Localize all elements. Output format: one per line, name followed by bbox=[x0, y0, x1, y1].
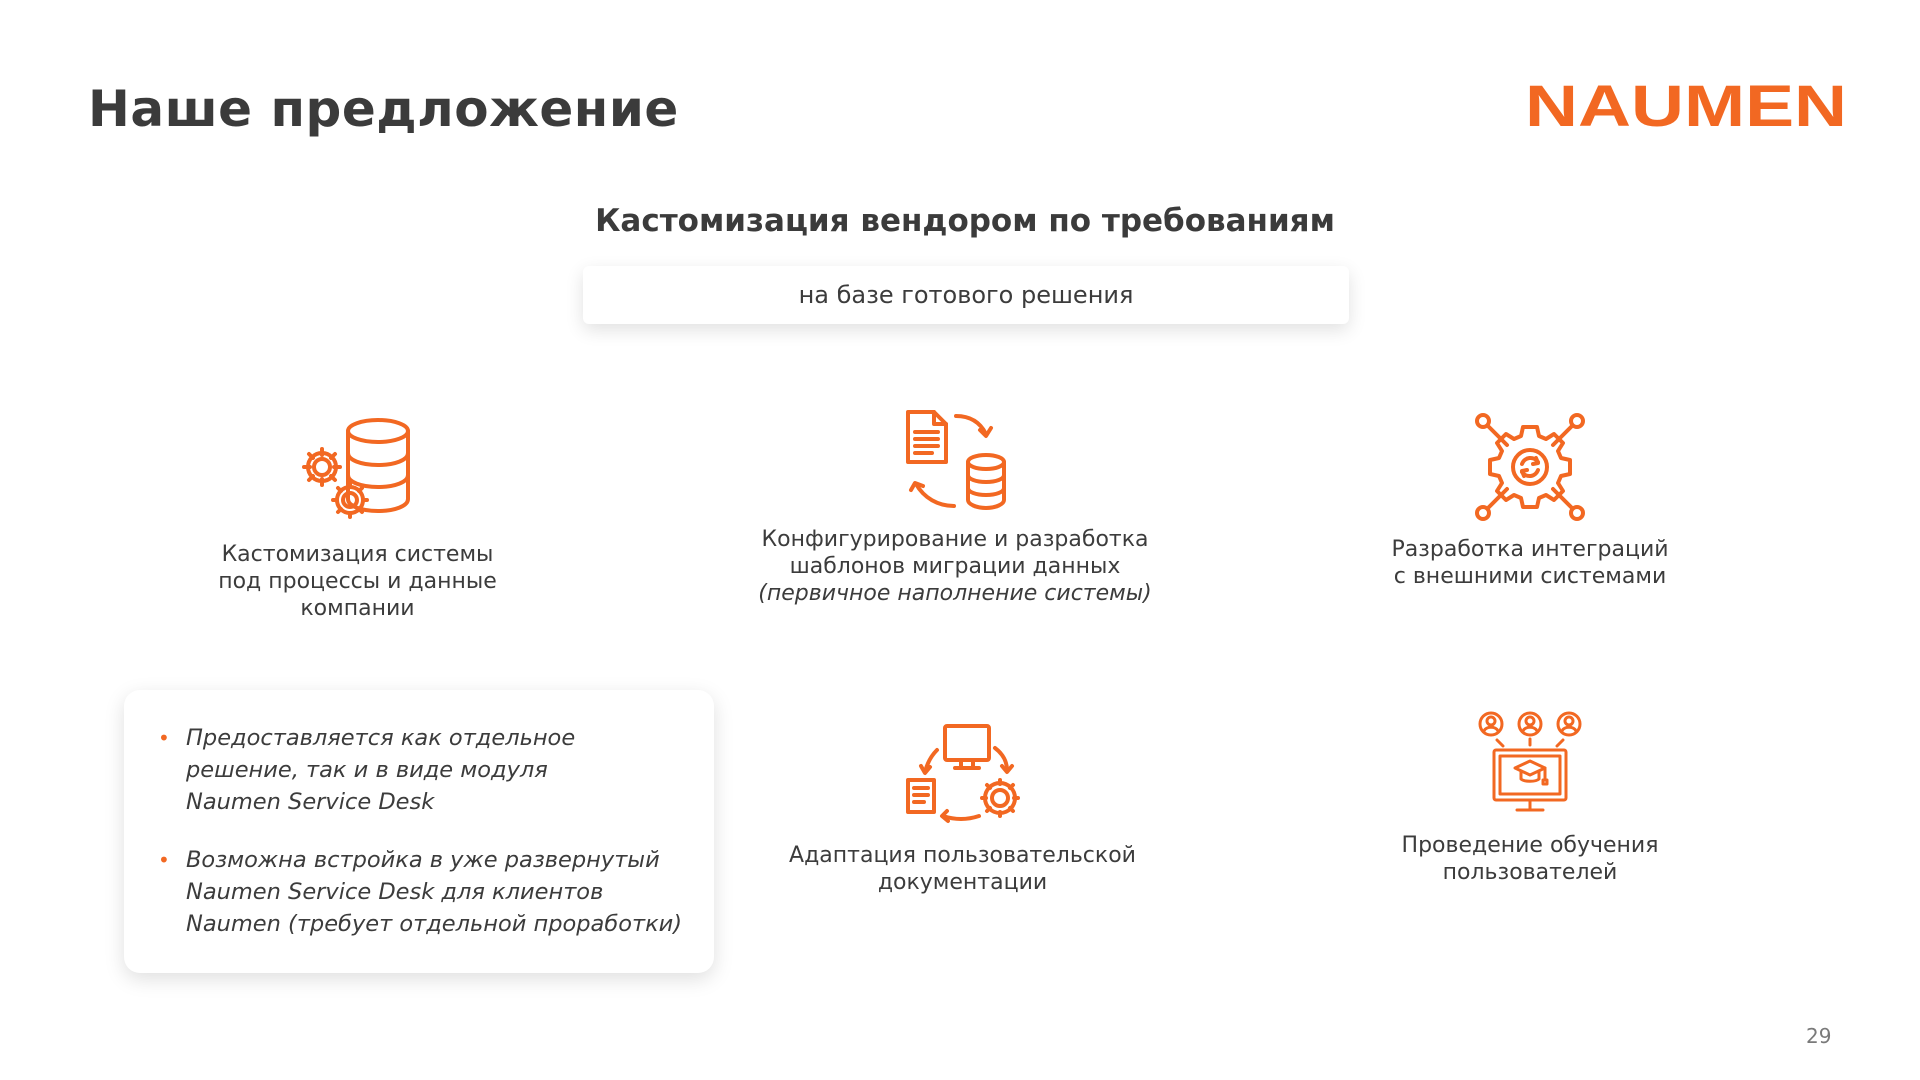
bullet-1-line-3: Naumen Service Desk bbox=[186, 789, 435, 815]
feature-training-line-2: пользователей bbox=[1442, 860, 1618, 885]
feature-customization-line-2: под процессы и данные bbox=[218, 569, 497, 594]
section-subtitle: Кастомизация вендором по требованиям bbox=[595, 203, 1335, 239]
feature-documentation bbox=[780, 722, 1145, 896]
bullet-marker: • bbox=[158, 848, 170, 872]
database-gears-icon bbox=[298, 415, 418, 527]
feature-migration-line-1: Конфигурирование и разработка bbox=[761, 527, 1149, 552]
feature-training-line-1: Проведение обучения bbox=[1401, 833, 1659, 858]
info-card-bullet-2 bbox=[158, 844, 684, 940]
bullet-1-line-1: Предоставляется как отдельное bbox=[186, 725, 576, 751]
feature-migration-note: (первичное наполнение системы) bbox=[758, 581, 1152, 606]
feature-customization-line-1: Кастомизация системы bbox=[221, 542, 494, 567]
gear-network-icon bbox=[1474, 412, 1586, 522]
feature-migration-templates bbox=[745, 408, 1165, 607]
base-solution-box bbox=[583, 266, 1349, 324]
naumen-logo bbox=[1525, 80, 1847, 132]
info-card-bullet-1 bbox=[158, 722, 684, 818]
feature-documentation-line-1: Адаптация пользовательской bbox=[789, 843, 1136, 868]
info-card bbox=[124, 690, 714, 973]
feature-customization-line-3: компании bbox=[300, 596, 415, 621]
feature-documentation-line-2: документации bbox=[877, 870, 1048, 895]
bullet-2-line-1: Возможна встройка в уже развернутый bbox=[186, 847, 660, 873]
monitor-document-gear-cycle-icon bbox=[903, 722, 1023, 826]
base-solution-label: на базе готового решения bbox=[798, 281, 1134, 309]
feature-integrations-line-2: с внешними системами bbox=[1393, 564, 1667, 589]
feature-customization bbox=[200, 415, 515, 622]
bullet-2-line-2: Naumen Service Desk для клиентов bbox=[186, 879, 604, 905]
feature-migration-line-2: шаблонов миграции данных bbox=[789, 554, 1121, 579]
info-card-list bbox=[124, 690, 714, 940]
page-title: Наше предложение bbox=[88, 80, 679, 138]
document-database-sync-icon bbox=[900, 408, 1010, 512]
bullet-marker: • bbox=[158, 726, 170, 750]
bullet-1-line-2: решение, так и в виде модуля bbox=[186, 757, 548, 783]
svg-text:NAUMEN: NAUMEN bbox=[1525, 80, 1847, 132]
feature-training bbox=[1370, 710, 1690, 886]
feature-integrations-line-1: Разработка интеграций bbox=[1391, 537, 1669, 562]
bullet-2-line-3: Naumen (требует отдельной проработки) bbox=[186, 911, 683, 937]
page-number: 29 bbox=[1806, 1024, 1832, 1048]
users-training-monitor-icon bbox=[1477, 710, 1583, 818]
feature-integrations bbox=[1370, 412, 1690, 590]
